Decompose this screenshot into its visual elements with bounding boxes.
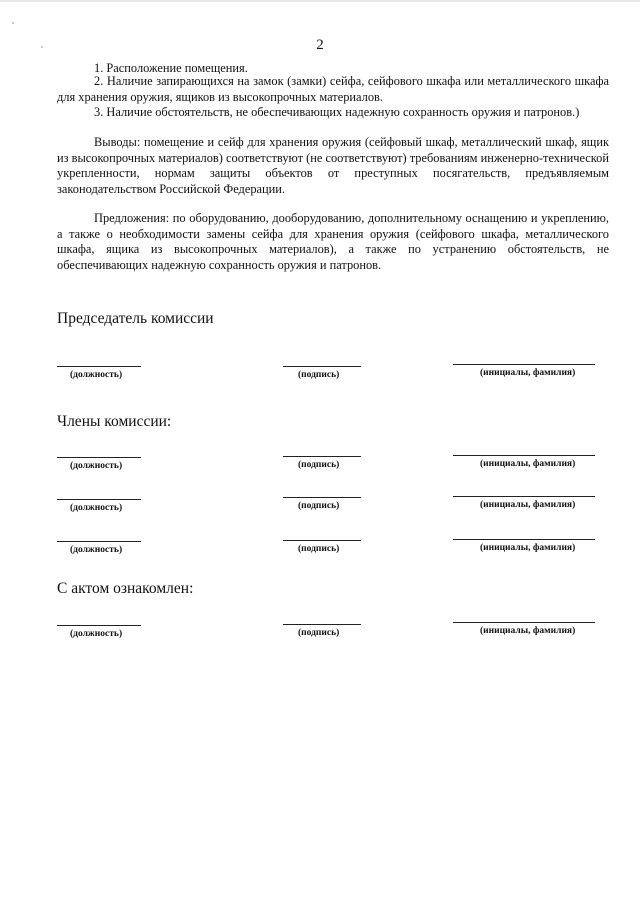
signature-caption: (подпись): [298, 501, 340, 511]
signature-line: [283, 624, 361, 625]
position-caption: (должность): [70, 545, 123, 555]
signature-line: [283, 540, 361, 541]
page-number: 2: [316, 37, 324, 53]
item-3: 3. Наличие обстоятельств, не обеспечивающих надежную сохранность оружия и патронов.): [94, 105, 580, 119]
name-line: [453, 496, 595, 497]
position-line: [57, 625, 141, 626]
name-caption: (инициалы, фамилия): [480, 626, 576, 636]
item-1: 1. Расположение помещения.: [94, 61, 248, 75]
name-line: [453, 539, 595, 540]
name-line: [453, 622, 595, 623]
item-2: 2. Наличие запирающихся на замок (замки) сейфа, сейфового шкафа или металлического шкафа для хранения оружия, ящиков из высокопрочных материалов.: [57, 74, 609, 104]
conclusions-paragraph: Выводы: помещение и сейф для хранения оружия (сейфовый шкаф, металлический шкаф, ящик из высокопрочных материалов) соответствуют (не соответствуют) требованиям инженерно-технической укрепленности, нормам защиты объектов от преступных посягательств, предъявляемым законодательством Российской Федерации.: [57, 135, 609, 196]
position-caption: (должность): [70, 461, 123, 471]
scan-top-edge: [0, 0, 640, 2]
signature-line: [283, 366, 361, 367]
name-caption: (инициалы, фамилия): [480, 459, 576, 469]
position-caption: (должность): [70, 629, 123, 639]
signature-caption: (подпись): [298, 628, 340, 638]
members-heading: Члены комиссии:: [57, 413, 172, 430]
name-caption: (инициалы, фамилия): [480, 368, 576, 378]
position-caption: (должность): [70, 503, 123, 513]
signature-line: [283, 497, 361, 498]
acquainted-heading: С актом ознакомлен:: [57, 580, 194, 597]
chairman-heading: Председатель комиссии: [57, 310, 214, 327]
name-caption: (инициалы, фамилия): [480, 500, 576, 510]
signature-line: [283, 456, 361, 457]
position-line: [57, 499, 141, 500]
scan-speck: [12, 22, 14, 24]
position-line: [57, 541, 141, 542]
position-line: [57, 457, 141, 458]
name-line: [453, 455, 595, 456]
position-caption: (должность): [70, 370, 123, 380]
signature-caption: (подпись): [298, 370, 340, 380]
proposals-paragraph: Предложения: по оборудованию, дооборудованию, дополнительному оснащению и укреплению, а также о необходимости замены сейфа для хранения оружия (сейфового шкафа, металлического шкафа, ящика из высокопрочных материалов), а также по устранению обстоятельств, не обеспечивающих надежную сохранность оружия и патронов.: [57, 211, 609, 272]
name-caption: (инициалы, фамилия): [480, 543, 576, 553]
signature-caption: (подпись): [298, 460, 340, 470]
signature-caption: (подпись): [298, 544, 340, 554]
name-line: [453, 364, 595, 365]
position-line: [57, 366, 141, 367]
